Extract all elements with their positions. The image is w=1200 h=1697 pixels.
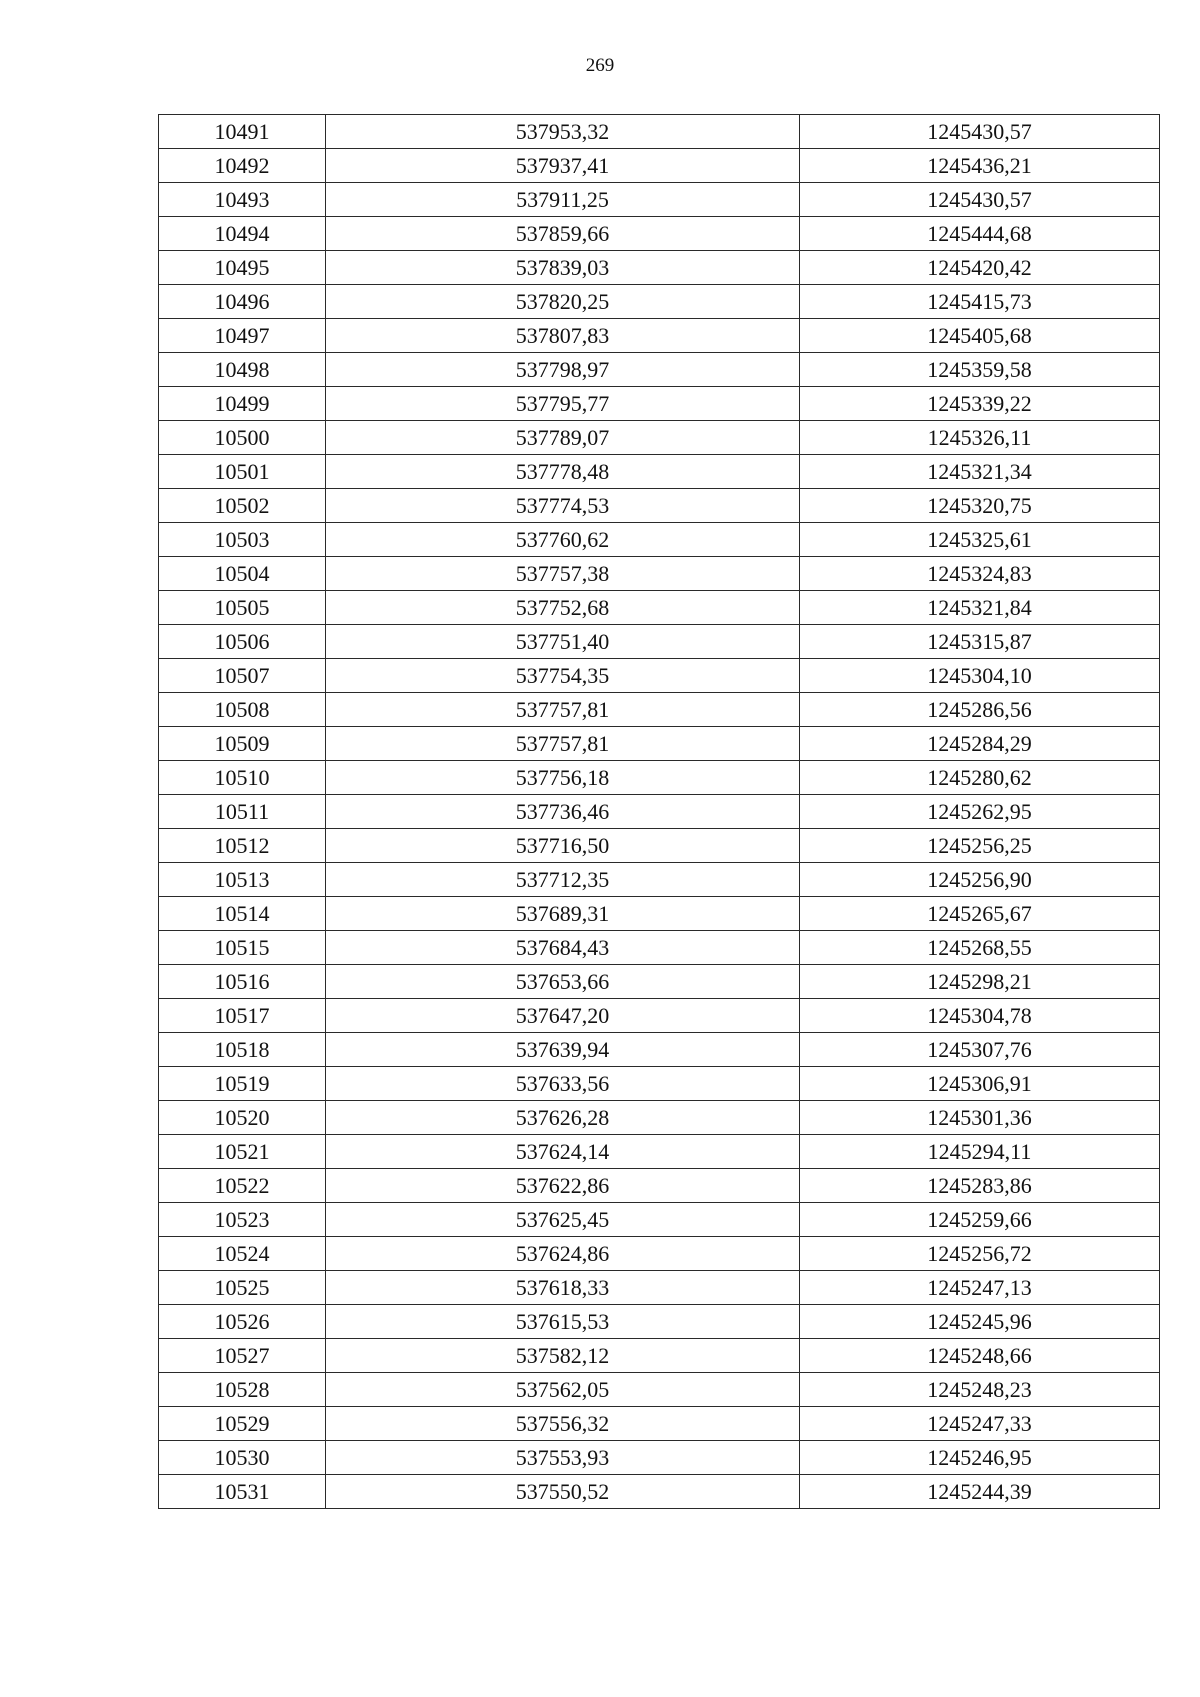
table-row (159, 1135, 1160, 1169)
table-row (159, 183, 1160, 217)
point-number-cell: 10521 (159, 1135, 326, 1169)
point-number-cell: 10497 (159, 319, 326, 353)
y-coordinate-cell: 1245284,29 (800, 727, 1160, 761)
x-coordinate-cell: 537937,41 (326, 149, 800, 183)
y-coordinate-cell: 1245430,57 (800, 115, 1160, 149)
y-coordinate-cell: 1245298,21 (800, 965, 1160, 999)
point-number-cell: 10512 (159, 829, 326, 863)
table-row (159, 965, 1160, 999)
table-row (159, 1203, 1160, 1237)
x-coordinate-cell: 537754,35 (326, 659, 800, 693)
table-row (159, 557, 1160, 591)
point-number-cell: 10526 (159, 1305, 326, 1339)
point-number-cell: 10504 (159, 557, 326, 591)
x-coordinate-cell: 537624,14 (326, 1135, 800, 1169)
x-coordinate-cell: 537647,20 (326, 999, 800, 1033)
y-coordinate-cell: 1245268,55 (800, 931, 1160, 965)
y-coordinate-cell: 1245436,21 (800, 149, 1160, 183)
table-row (159, 1305, 1160, 1339)
y-coordinate-cell: 1245321,34 (800, 455, 1160, 489)
x-coordinate-cell: 537626,28 (326, 1101, 800, 1135)
x-coordinate-cell: 537774,53 (326, 489, 800, 523)
table-row (159, 693, 1160, 727)
y-coordinate-cell: 1245248,23 (800, 1373, 1160, 1407)
x-coordinate-cell: 537684,43 (326, 931, 800, 965)
y-coordinate-cell: 1245248,66 (800, 1339, 1160, 1373)
y-coordinate-cell: 1245246,95 (800, 1441, 1160, 1475)
y-coordinate-cell: 1245256,25 (800, 829, 1160, 863)
point-number-cell: 10516 (159, 965, 326, 999)
point-number-cell: 10492 (159, 149, 326, 183)
x-coordinate-cell: 537757,81 (326, 727, 800, 761)
table-row (159, 999, 1160, 1033)
point-number-cell: 10505 (159, 591, 326, 625)
y-coordinate-cell: 1245294,11 (800, 1135, 1160, 1169)
point-number-cell: 10496 (159, 285, 326, 319)
table-row (159, 897, 1160, 931)
y-coordinate-cell: 1245321,84 (800, 591, 1160, 625)
y-coordinate-cell: 1245259,66 (800, 1203, 1160, 1237)
table-row (159, 1033, 1160, 1067)
table-row (159, 1067, 1160, 1101)
point-number-cell: 10517 (159, 999, 326, 1033)
y-coordinate-cell: 1245324,83 (800, 557, 1160, 591)
y-coordinate-cell: 1245320,75 (800, 489, 1160, 523)
point-number-cell: 10524 (159, 1237, 326, 1271)
table-row (159, 387, 1160, 421)
table-row (159, 1339, 1160, 1373)
table-row (159, 727, 1160, 761)
table-row (159, 353, 1160, 387)
x-coordinate-cell: 537689,31 (326, 897, 800, 931)
point-number-cell: 10499 (159, 387, 326, 421)
table-row (159, 115, 1160, 149)
x-coordinate-cell: 537712,35 (326, 863, 800, 897)
x-coordinate-cell: 537582,12 (326, 1339, 800, 1373)
point-number-cell: 10528 (159, 1373, 326, 1407)
y-coordinate-cell: 1245247,33 (800, 1407, 1160, 1441)
point-number-cell: 10503 (159, 523, 326, 557)
point-number-cell: 10515 (159, 931, 326, 965)
table-row (159, 1271, 1160, 1305)
table-row (159, 1101, 1160, 1135)
x-coordinate-cell: 537751,40 (326, 625, 800, 659)
y-coordinate-cell: 1245280,62 (800, 761, 1160, 795)
y-coordinate-cell: 1245265,67 (800, 897, 1160, 931)
point-number-cell: 10501 (159, 455, 326, 489)
table-row (159, 863, 1160, 897)
table-row (159, 285, 1160, 319)
x-coordinate-cell: 537798,97 (326, 353, 800, 387)
table-row (159, 1169, 1160, 1203)
y-coordinate-cell: 1245244,39 (800, 1475, 1160, 1509)
table-row (159, 829, 1160, 863)
x-coordinate-cell: 537953,32 (326, 115, 800, 149)
table-row (159, 251, 1160, 285)
y-coordinate-cell: 1245256,90 (800, 863, 1160, 897)
point-number-cell: 10519 (159, 1067, 326, 1101)
x-coordinate-cell: 537653,66 (326, 965, 800, 999)
y-coordinate-cell: 1245286,56 (800, 693, 1160, 727)
y-coordinate-cell: 1245301,36 (800, 1101, 1160, 1135)
y-coordinate-cell: 1245339,22 (800, 387, 1160, 421)
y-coordinate-cell: 1245306,91 (800, 1067, 1160, 1101)
point-number-cell: 10511 (159, 795, 326, 829)
table-row (159, 795, 1160, 829)
x-coordinate-cell: 537778,48 (326, 455, 800, 489)
point-number-cell: 10507 (159, 659, 326, 693)
point-number-cell: 10522 (159, 1169, 326, 1203)
point-number-cell: 10510 (159, 761, 326, 795)
table-row (159, 455, 1160, 489)
x-coordinate-cell: 537633,56 (326, 1067, 800, 1101)
point-number-cell: 10502 (159, 489, 326, 523)
table-row (159, 149, 1160, 183)
coordinates-table (158, 114, 1160, 1509)
point-number-cell: 10530 (159, 1441, 326, 1475)
table-row (159, 523, 1160, 557)
y-coordinate-cell: 1245304,78 (800, 999, 1160, 1033)
x-coordinate-cell: 537859,66 (326, 217, 800, 251)
y-coordinate-cell: 1245307,76 (800, 1033, 1160, 1067)
y-coordinate-cell: 1245304,10 (800, 659, 1160, 693)
page-number: 269 (585, 55, 615, 76)
x-coordinate-cell: 537625,45 (326, 1203, 800, 1237)
x-coordinate-cell: 537562,05 (326, 1373, 800, 1407)
x-coordinate-cell: 537756,18 (326, 761, 800, 795)
y-coordinate-cell: 1245405,68 (800, 319, 1160, 353)
table-row (159, 1441, 1160, 1475)
table-row (159, 1373, 1160, 1407)
y-coordinate-cell: 1245315,87 (800, 625, 1160, 659)
x-coordinate-cell: 537736,46 (326, 795, 800, 829)
table-row (159, 217, 1160, 251)
point-number-cell: 10500 (159, 421, 326, 455)
table-row (159, 761, 1160, 795)
y-coordinate-cell: 1245283,86 (800, 1169, 1160, 1203)
x-coordinate-cell: 537839,03 (326, 251, 800, 285)
point-number-cell: 10509 (159, 727, 326, 761)
point-number-cell: 10491 (159, 115, 326, 149)
point-number-cell: 10525 (159, 1271, 326, 1305)
point-number-cell: 10513 (159, 863, 326, 897)
x-coordinate-cell: 537615,53 (326, 1305, 800, 1339)
x-coordinate-cell: 537618,33 (326, 1271, 800, 1305)
x-coordinate-cell: 537622,86 (326, 1169, 800, 1203)
y-coordinate-cell: 1245262,95 (800, 795, 1160, 829)
point-number-cell: 10493 (159, 183, 326, 217)
point-number-cell: 10498 (159, 353, 326, 387)
table-row (159, 625, 1160, 659)
y-coordinate-cell: 1245256,72 (800, 1237, 1160, 1271)
point-number-cell: 10520 (159, 1101, 326, 1135)
table-row (159, 591, 1160, 625)
y-coordinate-cell: 1245444,68 (800, 217, 1160, 251)
y-coordinate-cell: 1245245,96 (800, 1305, 1160, 1339)
x-coordinate-cell: 537807,83 (326, 319, 800, 353)
x-coordinate-cell: 537639,94 (326, 1033, 800, 1067)
point-number-cell: 10518 (159, 1033, 326, 1067)
y-coordinate-cell: 1245247,13 (800, 1271, 1160, 1305)
point-number-cell: 10494 (159, 217, 326, 251)
point-number-cell: 10508 (159, 693, 326, 727)
y-coordinate-cell: 1245430,57 (800, 183, 1160, 217)
point-number-cell: 10523 (159, 1203, 326, 1237)
x-coordinate-cell: 537553,93 (326, 1441, 800, 1475)
x-coordinate-cell: 537716,50 (326, 829, 800, 863)
point-number-cell: 10527 (159, 1339, 326, 1373)
table-row (159, 1407, 1160, 1441)
point-number-cell: 10529 (159, 1407, 326, 1441)
point-number-cell: 10514 (159, 897, 326, 931)
point-number-cell: 10495 (159, 251, 326, 285)
y-coordinate-cell: 1245359,58 (800, 353, 1160, 387)
table-row (159, 659, 1160, 693)
x-coordinate-cell: 537550,52 (326, 1475, 800, 1509)
y-coordinate-cell: 1245415,73 (800, 285, 1160, 319)
x-coordinate-cell: 537556,32 (326, 1407, 800, 1441)
y-coordinate-cell: 1245325,61 (800, 523, 1160, 557)
coordinates-table-body (159, 115, 1160, 1509)
x-coordinate-cell: 537911,25 (326, 183, 800, 217)
x-coordinate-cell: 537789,07 (326, 421, 800, 455)
x-coordinate-cell: 537820,25 (326, 285, 800, 319)
point-number-cell: 10506 (159, 625, 326, 659)
table-row (159, 319, 1160, 353)
table-row (159, 421, 1160, 455)
x-coordinate-cell: 537757,81 (326, 693, 800, 727)
table-row (159, 931, 1160, 965)
table-row (159, 1475, 1160, 1509)
y-coordinate-cell: 1245326,11 (800, 421, 1160, 455)
point-number-cell: 10531 (159, 1475, 326, 1509)
x-coordinate-cell: 537795,77 (326, 387, 800, 421)
x-coordinate-cell: 537624,86 (326, 1237, 800, 1271)
x-coordinate-cell: 537757,38 (326, 557, 800, 591)
y-coordinate-cell: 1245420,42 (800, 251, 1160, 285)
table-row (159, 489, 1160, 523)
x-coordinate-cell: 537760,62 (326, 523, 800, 557)
table-row (159, 1237, 1160, 1271)
x-coordinate-cell: 537752,68 (326, 591, 800, 625)
